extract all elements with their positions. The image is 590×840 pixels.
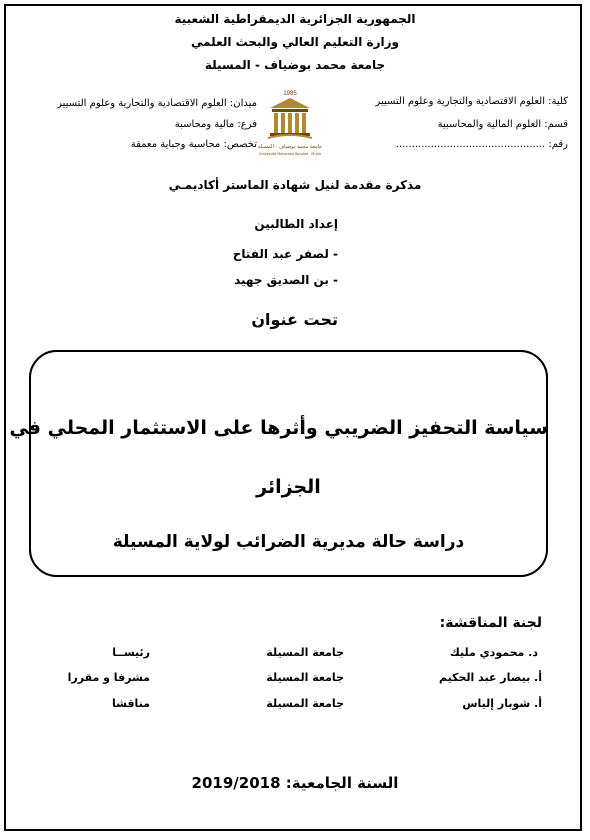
- university-logo-icon: [256, 88, 324, 158]
- republic-name: الجمهورية الجزائرية الديمقراطية الشعبية: [174, 12, 416, 26]
- academic-year-value: 2019/2018: [191, 774, 281, 792]
- committee-member-name: د. محمودي مليك: [449, 646, 538, 659]
- committee-heading: لجنة المناقشة:: [439, 615, 542, 631]
- committee-member-role: مناقشا: [112, 697, 150, 710]
- committee-member-role: رئيســا: [112, 646, 150, 659]
- logo-name-en: Université Mohamed Boudiaf - M'sila: [259, 152, 321, 156]
- thesis-title-line2: الجزائر: [256, 476, 321, 498]
- memo-title: مذكرة مقدمة لنيل شهادة الماستر أكاديمـي: [168, 178, 422, 192]
- department-line: قسم: العلوم المالية والمحاسبية: [437, 119, 568, 130]
- number-dots: ...............................................: [395, 139, 546, 150]
- ministry-name: وزارة التعليم العالي والبحث العلمي: [190, 35, 400, 49]
- under-title-label: تحت عنوان: [251, 310, 338, 329]
- students-heading: إعداد الطالبين: [254, 217, 338, 231]
- university-name: جامعة محمد بوضياف - المسيلة: [204, 58, 386, 72]
- logo-year: 1985: [283, 91, 297, 97]
- university-logo: [256, 88, 324, 158]
- student-name: - لصفر عبد الفتاح: [232, 247, 338, 261]
- faculty-line: كلية: العلوم الاقتصادية والتجارية وعلوم التسيير: [375, 96, 568, 107]
- specialty-line: تخصص: محاسبة وجباية معمقة: [130, 139, 257, 150]
- number-line: [396, 139, 568, 150]
- number-label: رقم:: [548, 139, 568, 150]
- field-line: ميدان: العلوم الاقتصادية والتجارية وعلوم التسيير: [57, 98, 257, 109]
- logo-name-ar: جامعة محمد بوضياف - المسيلة: [257, 144, 323, 150]
- committee-member-name: أ. بيصار عبد الحكيم: [438, 671, 542, 684]
- student-name: - بن الصديق جهيد: [234, 273, 338, 287]
- committee-member-name: أ. شوبار إلياس: [462, 697, 542, 710]
- academic-year-line: [0, 774, 590, 792]
- thesis-title-line3: دراسة حالة مديرية الضرائب لولاية المسيلة: [112, 532, 465, 552]
- committee-member-university: جامعة المسيلة: [266, 671, 344, 684]
- thesis-title-line1: سياسة التحفيز الضريبي وأثرها على الاستثمار المحلي في: [9, 417, 548, 439]
- academic-year-label: السنة الجامعية:: [285, 774, 399, 792]
- committee-member-university: جامعة المسيلة: [266, 646, 344, 659]
- committee-member-role: مشرفا و مقررا: [67, 671, 150, 684]
- committee-member-university: جامعة المسيلة: [266, 697, 344, 710]
- branch-line: فرع: مالية ومحاسبة: [174, 119, 257, 130]
